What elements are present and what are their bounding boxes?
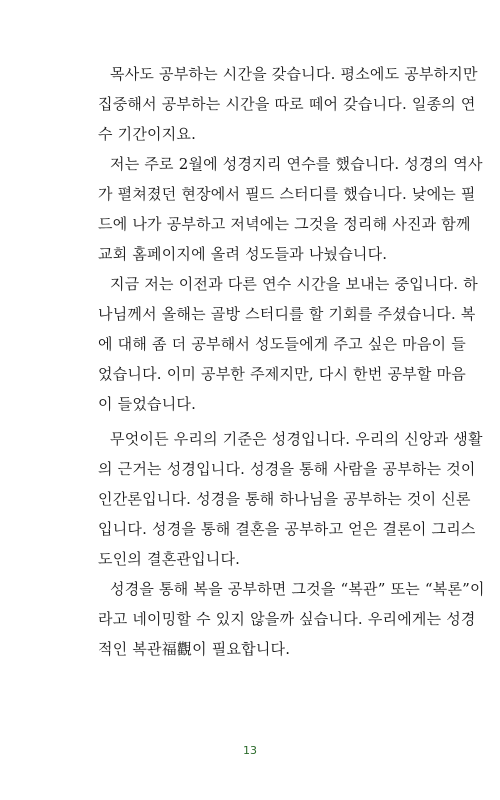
text-line: 입니다. 성경을 통해 결혼을 공부하고 얻은 결론이 그리스 xyxy=(98,520,476,538)
text-line: 가 펼쳐졌던 현장에서 필드 스터디를 했습니다. 낮에는 필 xyxy=(98,185,476,203)
paragraph-group-1 xyxy=(98,59,483,419)
text-line: 교회 홈페이지에 올려 성도들과 나눴습니다. xyxy=(98,245,388,263)
text-line: 성경을 통해 복을 공부하면 그것을 “복관” 또는 “복론”이 xyxy=(110,580,485,598)
text-line: 의 근거는 성경입니다. 성경을 통해 사람을 공부하는 것이 xyxy=(98,460,476,478)
text-line: 집중해서 공부하는 시간을 따로 떼어 갖습니다. 일종의 연 xyxy=(98,95,476,113)
text-line: 었습니다. 이미 공부한 주제지만, 다시 한번 공부할 마음 xyxy=(98,365,466,383)
text-line: 지금 저는 이전과 다른 연수 시간을 보내는 중입니다. 하 xyxy=(110,275,478,293)
text-line: 저는 주로 2월에 성경지리 연수를 했습니다. 성경의 역사 xyxy=(110,155,483,173)
paragraph-group-2 xyxy=(98,424,485,664)
text-line: 도인의 결혼관입니다. xyxy=(98,550,241,568)
text-line: 에 대해 좀 더 공부해서 성도들에게 주고 싶은 마음이 들 xyxy=(98,335,466,353)
text-line: 인간론입니다. 성경을 통해 하나님을 공부하는 것이 신론 xyxy=(98,490,471,508)
text-line: 드에 나가 공부하고 저녁에는 그것을 정리해 사진과 함께 xyxy=(98,215,471,233)
text-line: 라고 네이밍할 수 있지 않을까 싶습니다. 우리에게는 성경 xyxy=(98,610,476,628)
text-line: 적인 복관福觀이 필요합니다. xyxy=(98,640,291,658)
text-line: 수 기간이지요. xyxy=(98,125,197,143)
text-line: 목사도 공부하는 시간을 갖습니다. 평소에도 공부하지만 xyxy=(110,65,478,83)
text-line: 무엇이든 우리의 기준은 성경입니다. 우리의 신앙과 생활 xyxy=(110,430,483,448)
text-line: 나님께서 올해는 골방 스터디를 할 기회를 주셨습니다. 복 xyxy=(98,305,476,323)
page-number: 13 xyxy=(243,744,257,757)
text-line: 이 들었습니다. xyxy=(98,395,197,413)
